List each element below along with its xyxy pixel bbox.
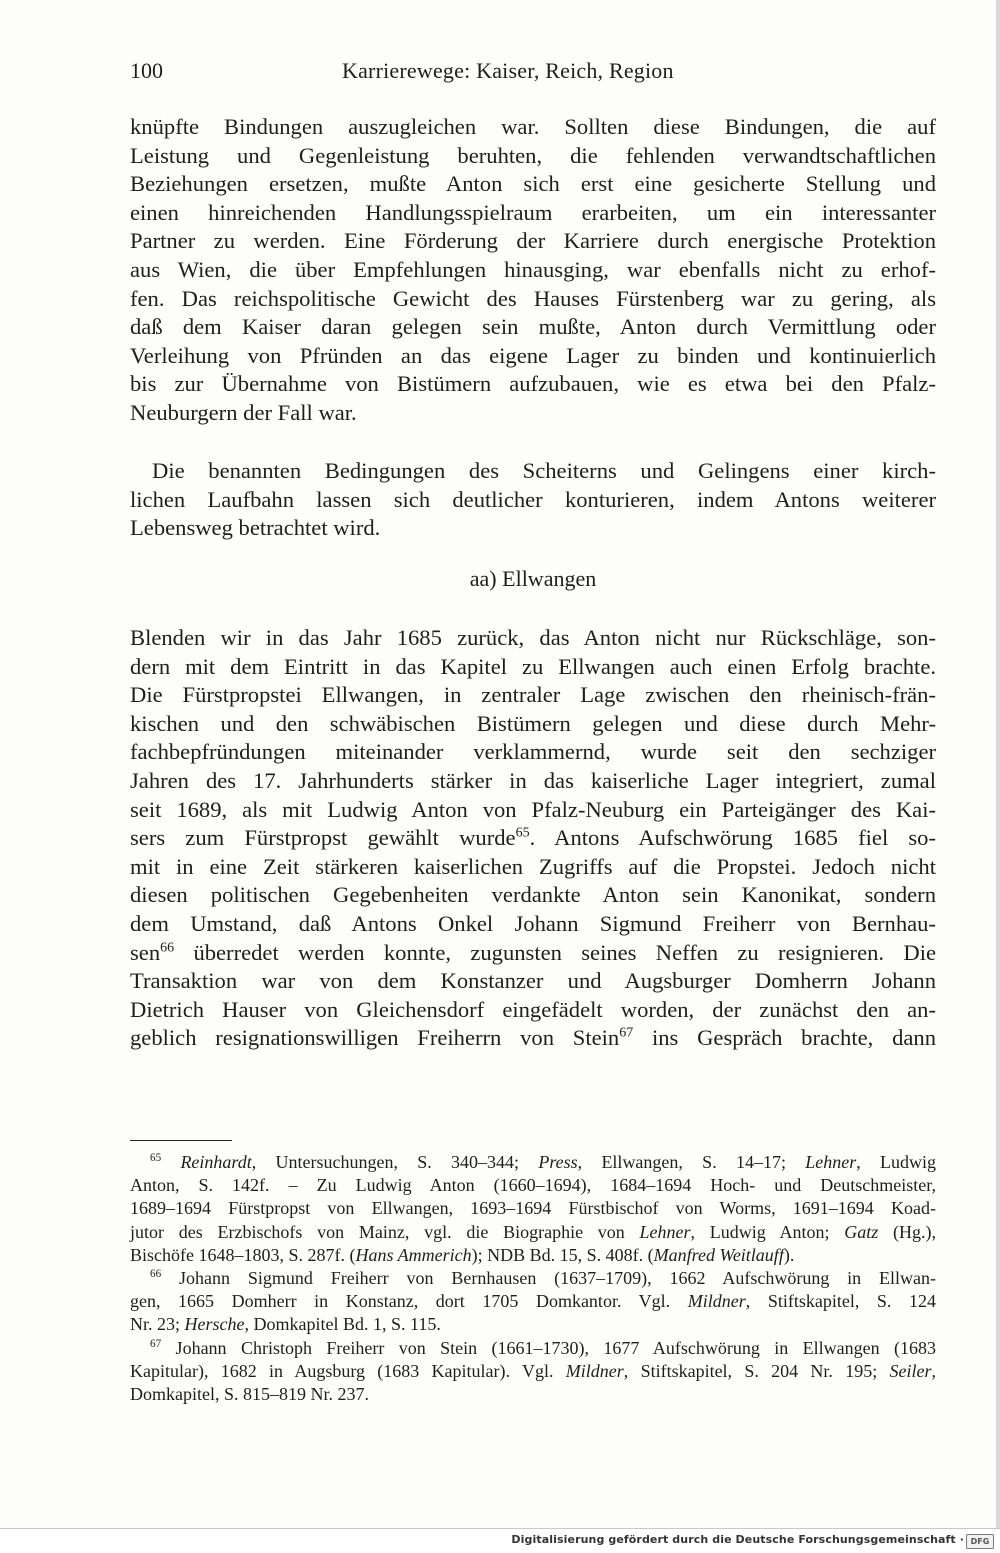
- paragraph-continued: [130, 113, 936, 428]
- text-segment: sen: [130, 939, 161, 965]
- text-line: bis zur Übernahme von Bistümern aufzubauen, wie es etwa bei den Pfalz-: [130, 371, 936, 397]
- footnote-text: Johann Christoph Freiherr von Stein (1661–1730), 1677 Aufschwörung in Ellwangen (1683: [161, 1337, 936, 1358]
- footnote-text: ).: [783, 1244, 795, 1265]
- author-name: Hans Ammerich: [355, 1244, 472, 1265]
- text-segment: . Antons Aufschwörung 1685 fiel so-: [529, 825, 936, 851]
- footnote-number: 67: [150, 1337, 162, 1350]
- text-segment: sers zum Fürstpropst gewählt wurde: [130, 825, 516, 851]
- page-number: 100: [130, 58, 163, 83]
- digitization-banner: [0, 1528, 1000, 1553]
- running-title: Karrierewege: Kaiser, Reich, Region: [342, 58, 674, 83]
- author-name: Manfred Weitlauff: [653, 1244, 784, 1265]
- author-name: Hersche: [184, 1314, 245, 1335]
- footnotes: [130, 1151, 936, 1406]
- funding-notice: Digitalisierung gefördert durch die Deutsche Forschungsgemeinschaft ·: [511, 1533, 964, 1546]
- footnote-text: , Stiftskapitel, S. 124: [745, 1291, 936, 1312]
- footnote-text: , Ellwangen, S. 14–17;: [577, 1152, 806, 1172]
- text-line-with-footnote: [130, 1024, 936, 1053]
- footnote-text: jutor des Erzbischofs von Mainz, vgl. die Biographie von: [130, 1221, 640, 1242]
- text-line: Die benannten Bedingungen des Scheiterns und Gelingens einer kirch-: [152, 458, 936, 483]
- text-line: seit 1689, als mit Ludwig Anton von Pfalz-Neuburg ein Parteigänger des Kai-: [130, 796, 936, 822]
- footnote-line: [130, 1337, 936, 1360]
- footnote-reference-67[interactable]: 67: [619, 1025, 634, 1041]
- footnote-reference-65[interactable]: 65: [515, 825, 530, 841]
- paragraph-ellwangen: [130, 624, 936, 1053]
- footnote-text: (Hg.),: [878, 1221, 936, 1242]
- author-name: Reinhardt: [180, 1152, 252, 1172]
- text-line: einen hinreichenden Handlungsspielraum erarbeiten, um ein interessanter: [130, 199, 936, 225]
- text-line: Neuburgern der Fall war.: [130, 399, 357, 425]
- footnote-text: Nr. 23;: [130, 1314, 185, 1335]
- author-name: Gatz: [844, 1221, 879, 1242]
- footnote-text: , Stiftskapitel, S. 204 Nr. 195;: [623, 1360, 890, 1381]
- text-segment: ins Gespräch brachte, dann: [633, 1025, 936, 1051]
- page-edge-shadow: [996, 0, 1000, 1530]
- footnote-67: [130, 1337, 936, 1407]
- text-line: Leistung und Gegenleistung beruhten, die fehlenden verwandtschaftlichen: [130, 142, 936, 168]
- footnote-text: Kapitular), 1682 in Augsburg (1683 Kapitular). Vgl.: [130, 1360, 566, 1381]
- text-line: fen. Das reichspolitische Gewicht des Hauses Fürstenberg war zu gering, als: [130, 285, 936, 311]
- paragraph-conditions: [130, 457, 936, 543]
- footnote-text: Johann Sigmund Freiherr von Bernhausen (1637–1709), 1662 Aufschwörung in Ellwan-: [161, 1268, 936, 1289]
- text-line: dern mit dem Eintritt in das Kapitel zu Ellwangen auch einen Erfolg brachte.: [130, 653, 936, 679]
- footnote-65: [130, 1151, 936, 1267]
- footnote-line: 1689–1694 Fürstpropst von Ellwangen, 1693–1694 Fürstbischof von Worms, 1691–1694 Koad-: [130, 1198, 936, 1219]
- footnote-line: [130, 1267, 936, 1290]
- text-line: dem Umstand, daß Antons Onkel Johann Sigmund Freiherr von Bernhau-: [130, 910, 936, 936]
- footnote-line: [130, 1360, 936, 1383]
- footnote-text: , Untersuchungen, S. 340–344;: [251, 1152, 539, 1172]
- footnote-line: Domkapitel, S. 815–819 Nr. 237.: [130, 1384, 369, 1405]
- text-line: daß dem Kaiser daran gelegen sein mußte, Anton durch Vermittlung oder: [130, 314, 936, 340]
- footnote-text: gen, 1665 Domherr in Konstanz, dort 1705 Domkantor. Vgl.: [130, 1291, 688, 1312]
- text-segment: überredet werden konnte, zugunsten seines Neffen zu resignieren. Die: [174, 939, 936, 965]
- text-line: diesen politischen Gegebenheiten verdankte Anton sein Kanonikat, sondern: [130, 882, 936, 908]
- author-name: Press: [538, 1152, 578, 1172]
- author-name: Seiler: [889, 1360, 932, 1381]
- author-name: Mildner: [565, 1360, 624, 1381]
- text-line: Jahren des 17. Jahrhunderts stärker in das kaiserliche Lager integriert, zumal: [130, 767, 936, 793]
- text-line: Transaktion war von dem Konstanzer und Augsburger Domherrn Johann: [130, 968, 936, 994]
- text-segment: geblich resignationswilligen Freiherrn von Stein: [130, 1025, 620, 1051]
- author-name: Lehner: [639, 1221, 691, 1242]
- text-line: mit in eine Zeit stärkeren kaiserlichen Zugriffs auf die Propstei. Jedoch nicht: [130, 853, 936, 879]
- footnote-line: [130, 1221, 936, 1244]
- footnote-line: [130, 1151, 936, 1174]
- footnote-text: ,: [931, 1360, 936, 1381]
- text-line: Dietrich Hauser von Gleichensdorf eingefädelt worden, der zunächst den an-: [130, 996, 936, 1022]
- footnote-text: Bischöfe 1648–1803, S. 287f. (: [130, 1244, 356, 1265]
- text-line-with-footnote: [130, 824, 936, 853]
- footnote-line: [130, 1244, 936, 1267]
- footnote-66: [130, 1267, 936, 1337]
- text-line: Partner zu werden. Eine Förderung der Karriere durch energische Protektion: [130, 228, 936, 254]
- text-line: fachbepfründungen miteinander verklammernd, wurde seit den sechziger: [130, 739, 936, 765]
- running-header: [130, 56, 936, 90]
- section-heading: aa) Ellwangen: [469, 566, 597, 591]
- footnote-number: 66: [150, 1268, 162, 1281]
- footnote-text: , Ludwig Anton;: [690, 1221, 845, 1242]
- text-line: Verleihung von Pfründen an das eigene Lager zu binden und kontinuierlich: [130, 342, 936, 368]
- dfg-logo-icon[interactable]: DFG: [966, 1534, 994, 1549]
- text-line: lichen Laufbahn lassen sich deutlicher konturieren, indem Antons weiterer: [130, 486, 936, 512]
- footnote-text: , Ludwig: [856, 1152, 936, 1172]
- author-name: Mildner: [687, 1291, 746, 1312]
- footnote-text: ); NDB Bd. 15, S. 408f. (: [471, 1244, 654, 1265]
- text-line: Beziehungen ersetzen, mußte Anton sich erst eine gesicherte Stellung und: [130, 171, 936, 197]
- text-line-with-footnote: [130, 939, 936, 968]
- text-line: aus Wien, die über Empfehlungen hinausging, war ebenfalls nicht zu erhof-: [130, 256, 936, 282]
- text-line: Lebensweg betrachtet wird.: [130, 515, 381, 541]
- text-line: Blenden wir in das Jahr 1685 zurück, das Anton nicht nur Rückschläge, son-: [130, 625, 936, 650]
- text-line: kischen und den schwäbischen Bistümern gelegen und diese durch Mehr-: [130, 710, 936, 736]
- footnote-line: [130, 1290, 936, 1313]
- author-name: Lehner: [805, 1152, 857, 1172]
- text-line: Die Fürstpropstei Ellwangen, in zentraler Lage zwischen den rheinisch-frän-: [130, 682, 936, 708]
- footnote-line: [130, 1313, 936, 1336]
- footnote-reference-66[interactable]: 66: [160, 940, 175, 955]
- footnote-divider: [130, 1140, 232, 1141]
- text-line: knüpfte Bindungen auszugleichen war. Sollten diese Bindungen, die auf: [130, 114, 936, 139]
- footnote-line: Anton, S. 142f. – Zu Ludwig Anton (1660–1694), 1684–1694 Hoch- und Deutschmeister,: [130, 1175, 936, 1196]
- footnote-text: , Domkapitel Bd. 1, S. 115.: [244, 1314, 441, 1335]
- footnote-number: 65: [150, 1152, 162, 1164]
